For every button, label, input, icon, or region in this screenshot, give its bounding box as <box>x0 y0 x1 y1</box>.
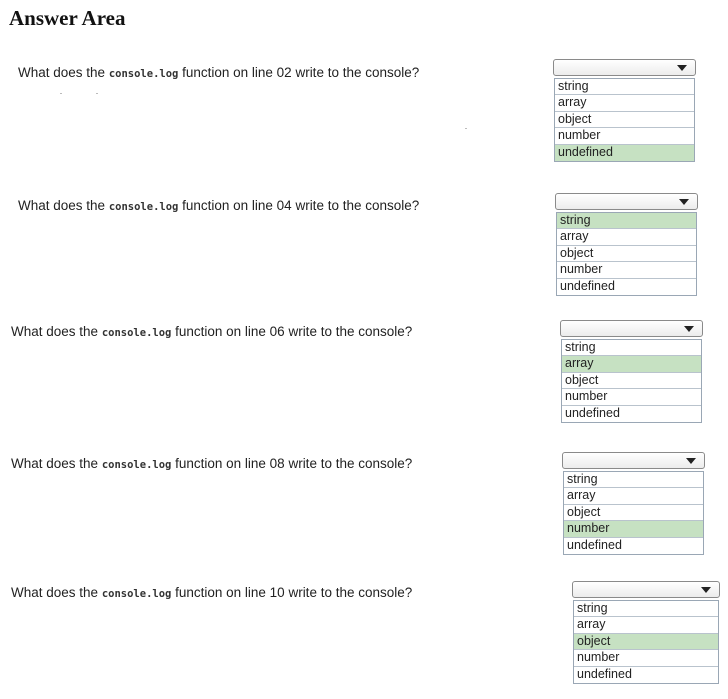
question-2-prefix: What does the <box>18 198 109 213</box>
question-1 <box>18 64 419 83</box>
dropdown-2-option-array[interactable]: array <box>557 229 696 245</box>
dropdown-3-option-array[interactable]: array <box>562 356 701 372</box>
dropdown-5-option-number[interactable]: number <box>574 650 718 666</box>
answer-dropdown-3[interactable] <box>560 320 703 423</box>
dropdown-1-option-array[interactable]: array <box>555 95 694 111</box>
dropdown-2-options <box>556 212 697 296</box>
dropdown-3-toggle[interactable] <box>560 320 703 337</box>
dropdown-3-option-undefined[interactable]: undefined <box>565 405 620 420</box>
dropdown-4-option-undefined[interactable]: undefined <box>567 537 622 552</box>
question-5-prefix: What does the <box>11 585 102 600</box>
question-1-suffix: function on line 02 write to the console? <box>178 65 420 80</box>
question-4-suffix: function on line 08 write to the console? <box>171 456 413 471</box>
dropdown-5-options <box>573 600 719 684</box>
chevron-down-icon <box>684 326 694 332</box>
question-4-prefix: What does the <box>11 456 102 471</box>
dropdown-5-option-string[interactable]: string <box>574 601 718 617</box>
chevron-down-icon <box>679 199 689 205</box>
dropdown-1-options <box>554 78 695 162</box>
scan-speck <box>465 128 467 129</box>
question-1-code: console.log <box>108 68 179 80</box>
question-4-code: console.log <box>101 459 172 471</box>
chevron-down-icon <box>677 65 687 71</box>
question-3-code: console.log <box>101 327 172 339</box>
answer-dropdown-5[interactable] <box>572 581 720 684</box>
question-3 <box>11 323 412 342</box>
answer-dropdown-2[interactable] <box>555 193 698 296</box>
dropdown-4-toggle[interactable] <box>562 452 705 469</box>
scan-speck <box>96 93 98 94</box>
page-title: Answer Area <box>9 6 126 30</box>
question-2 <box>18 197 419 216</box>
dropdown-5-option-object[interactable]: object <box>574 634 718 650</box>
question-2-suffix: function on line 04 write to the console? <box>178 198 420 213</box>
dropdown-1-toggle[interactable] <box>553 59 696 76</box>
dropdown-4-option-string[interactable]: string <box>564 472 703 488</box>
question-1-prefix: What does the <box>18 65 109 80</box>
question-3-suffix: function on line 06 write to the console? <box>171 324 413 339</box>
answer-dropdown-1[interactable] <box>553 59 696 162</box>
dropdown-4-options <box>563 471 704 555</box>
dropdown-4-option-number[interactable]: number <box>564 521 703 537</box>
dropdown-2-option-undefined[interactable]: undefined <box>560 278 615 293</box>
dropdown-1-option-object[interactable]: object <box>555 112 694 128</box>
question-2-code: console.log <box>108 201 179 213</box>
dropdown-5-toggle[interactable] <box>572 581 720 598</box>
dropdown-3-option-number[interactable]: number <box>562 389 701 405</box>
dropdown-2-option-string[interactable]: string <box>557 213 696 229</box>
chevron-down-icon <box>686 458 696 464</box>
dropdown-2-option-number[interactable]: number <box>557 262 696 278</box>
question-5-suffix: function on line 10 write to the console? <box>171 585 413 600</box>
dropdown-2-toggle[interactable] <box>555 193 698 210</box>
question-5-code: console.log <box>101 588 172 600</box>
dropdown-5-option-array[interactable]: array <box>574 617 718 633</box>
dropdown-5-option-undefined[interactable]: undefined <box>577 666 632 681</box>
dropdown-3-option-object[interactable]: object <box>562 373 701 389</box>
dropdown-1-option-number[interactable]: number <box>555 128 694 144</box>
dropdown-3-options <box>561 339 702 423</box>
question-4 <box>11 455 412 474</box>
dropdown-1-option-string[interactable]: string <box>555 79 694 95</box>
chevron-down-icon <box>701 587 711 593</box>
dropdown-4-option-object[interactable]: object <box>564 505 703 521</box>
question-3-prefix: What does the <box>11 324 102 339</box>
dropdown-4-option-array[interactable]: array <box>564 488 703 504</box>
scan-speck <box>60 93 62 94</box>
dropdown-3-option-string[interactable]: string <box>562 340 701 356</box>
question-5 <box>11 584 412 603</box>
dropdown-1-option-undefined[interactable]: undefined <box>555 145 694 161</box>
answer-dropdown-4[interactable] <box>562 452 705 555</box>
dropdown-2-option-object[interactable]: object <box>557 246 696 262</box>
